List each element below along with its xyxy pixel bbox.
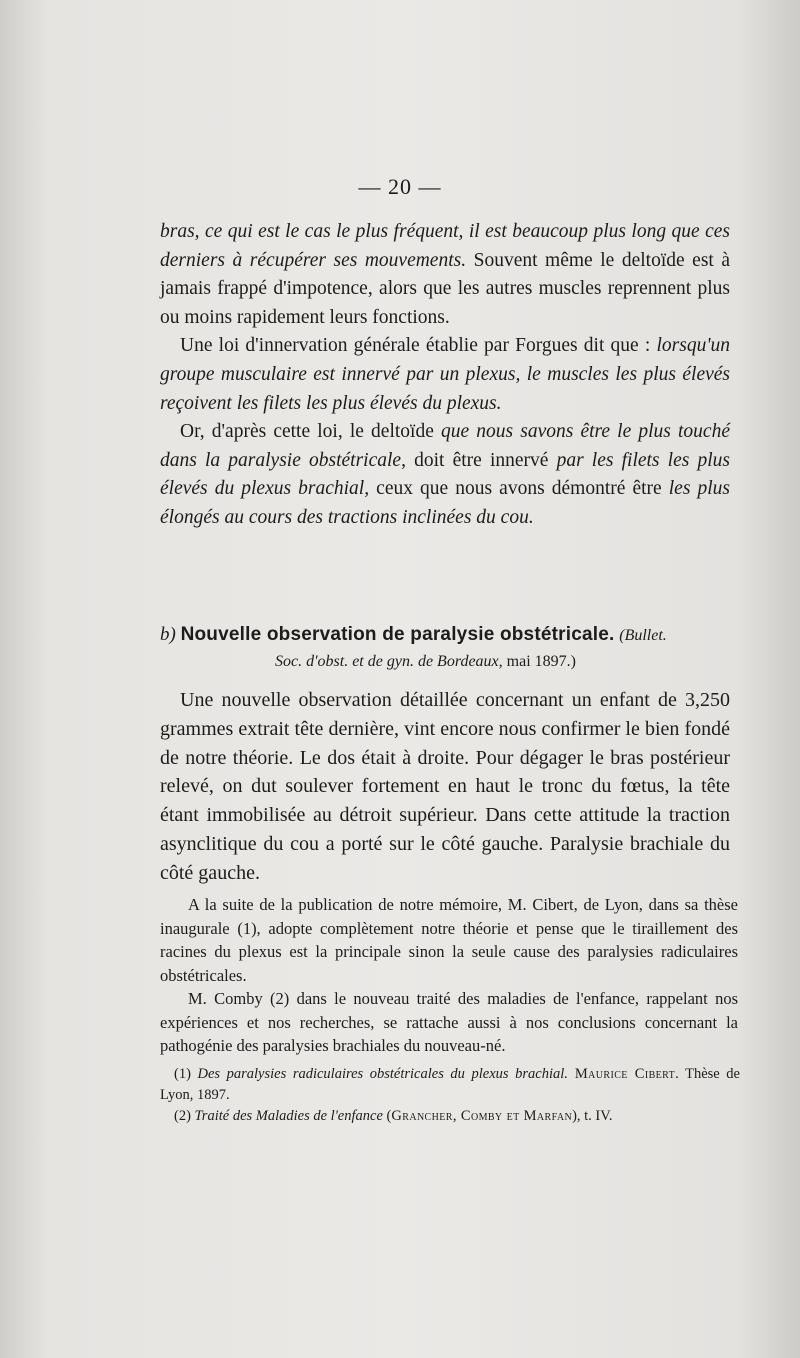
text-run: Or, d'après cette loi, le deltoïde [180,421,441,443]
paragraph-3 [160,418,730,532]
italic-run: lorsqu'un groupe musculaire est innervé par un plexus, le muscles les plus élevés reçoivent les filets les plus élevés du plexus. [160,335,730,414]
italic-run: les plus élongés au cours des tractions inclinées du cou. [160,478,730,528]
footnote-2 [160,1106,740,1127]
footnote-title: Des paralysies radiculaires obstétricales du plexus brachial. [197,1066,568,1082]
reference-date: mai 1897.) [502,653,576,670]
italic-run: que nous savons être le plus touché dans la paralysie obstétricale, [160,421,730,471]
footnote-rest: . Thèse de Lyon, 1897. [160,1066,740,1103]
italic-run: par les filets les plus élevés du plexus brachial, [160,449,730,500]
reference-journal: Soc. d'obst. et de gyn. de Bordeaux, [275,653,503,670]
text-run: doit être innervé [405,449,557,471]
text-run: Une loi d'innervation générale établie par Forgues dit que : [180,335,657,357]
small-paragraph-1: A la suite de la publication de notre mémoire, M. Cibert, de Lyon, dans sa thèse inaugurale (1), adopte complètement notre théorie et pense que le tiraillement des racines du plexus est la principale sinon la seule cause des paralysies radiculaires obstétricales. [160,895,738,985]
footnote-rest: ), t. IV. [572,1108,613,1124]
section-heading [160,624,740,673]
reference-open: (Bullet. [619,627,667,644]
italic-run: bras, ce qui est le cas le plus fréquent, il est beaucoup plus long que ces derniers à récupérer ses mouvements. [160,221,730,271]
small-print [160,893,738,1058]
section-tag: b) [160,624,176,645]
footnote-title: Traité des Maladies de l'enfance [194,1108,383,1124]
page-number: — 20 — [358,174,442,199]
footnote-author: Maurice Cibert [567,1066,676,1082]
footnote-paren: ( [382,1108,392,1124]
footnotes [160,1064,740,1127]
section-title: Nouvelle observation de paralysie obstétricale. [180,624,615,645]
main-text [160,218,730,533]
footnote-number: (1) [174,1066,198,1082]
footnote-number: (2) [174,1108,195,1124]
footnote-1 [160,1064,740,1106]
paragraph-2 [160,332,730,418]
small-paragraph-2: M. Comby (2) dans le nouveau traité des maladies de l'enfance, rappelant nos expériences et nos recherches, se rattache aussi à nos conclusions concernant la pathogénie des paralysies brachiales du nouveau-né. [160,989,738,1055]
observation-paragraph: Une nouvelle observation détaillée concernant un enfant de 3,250 grammes extrait tête dernière, vint encore nous confirmer le bien fondé de notre théorie. Le dos était à droite. Pour dégager le bras postérieur relevé, on dut soulever fortement en haut le tronc du fœtus, la tête étant immobilisée au détroit supérieur. Dans cette attitude la traction asynclitique du cou a porté sur le côté gauche. Paralysie brachiale du côté gauche. [160,689,730,884]
paragraph-1 [160,218,730,332]
observation-text [160,686,730,888]
text-run: Souvent même le deltoïde est à jamais frappé d'impotence, alors que les autres muscles reprennent plus ou moins rapidement leurs fonctions. [160,249,730,328]
footnote-authors: Grancher, Comby et Marfan [391,1108,573,1124]
text-run: ceux que nous avons démontré être [369,478,669,500]
reference-line [160,651,740,673]
